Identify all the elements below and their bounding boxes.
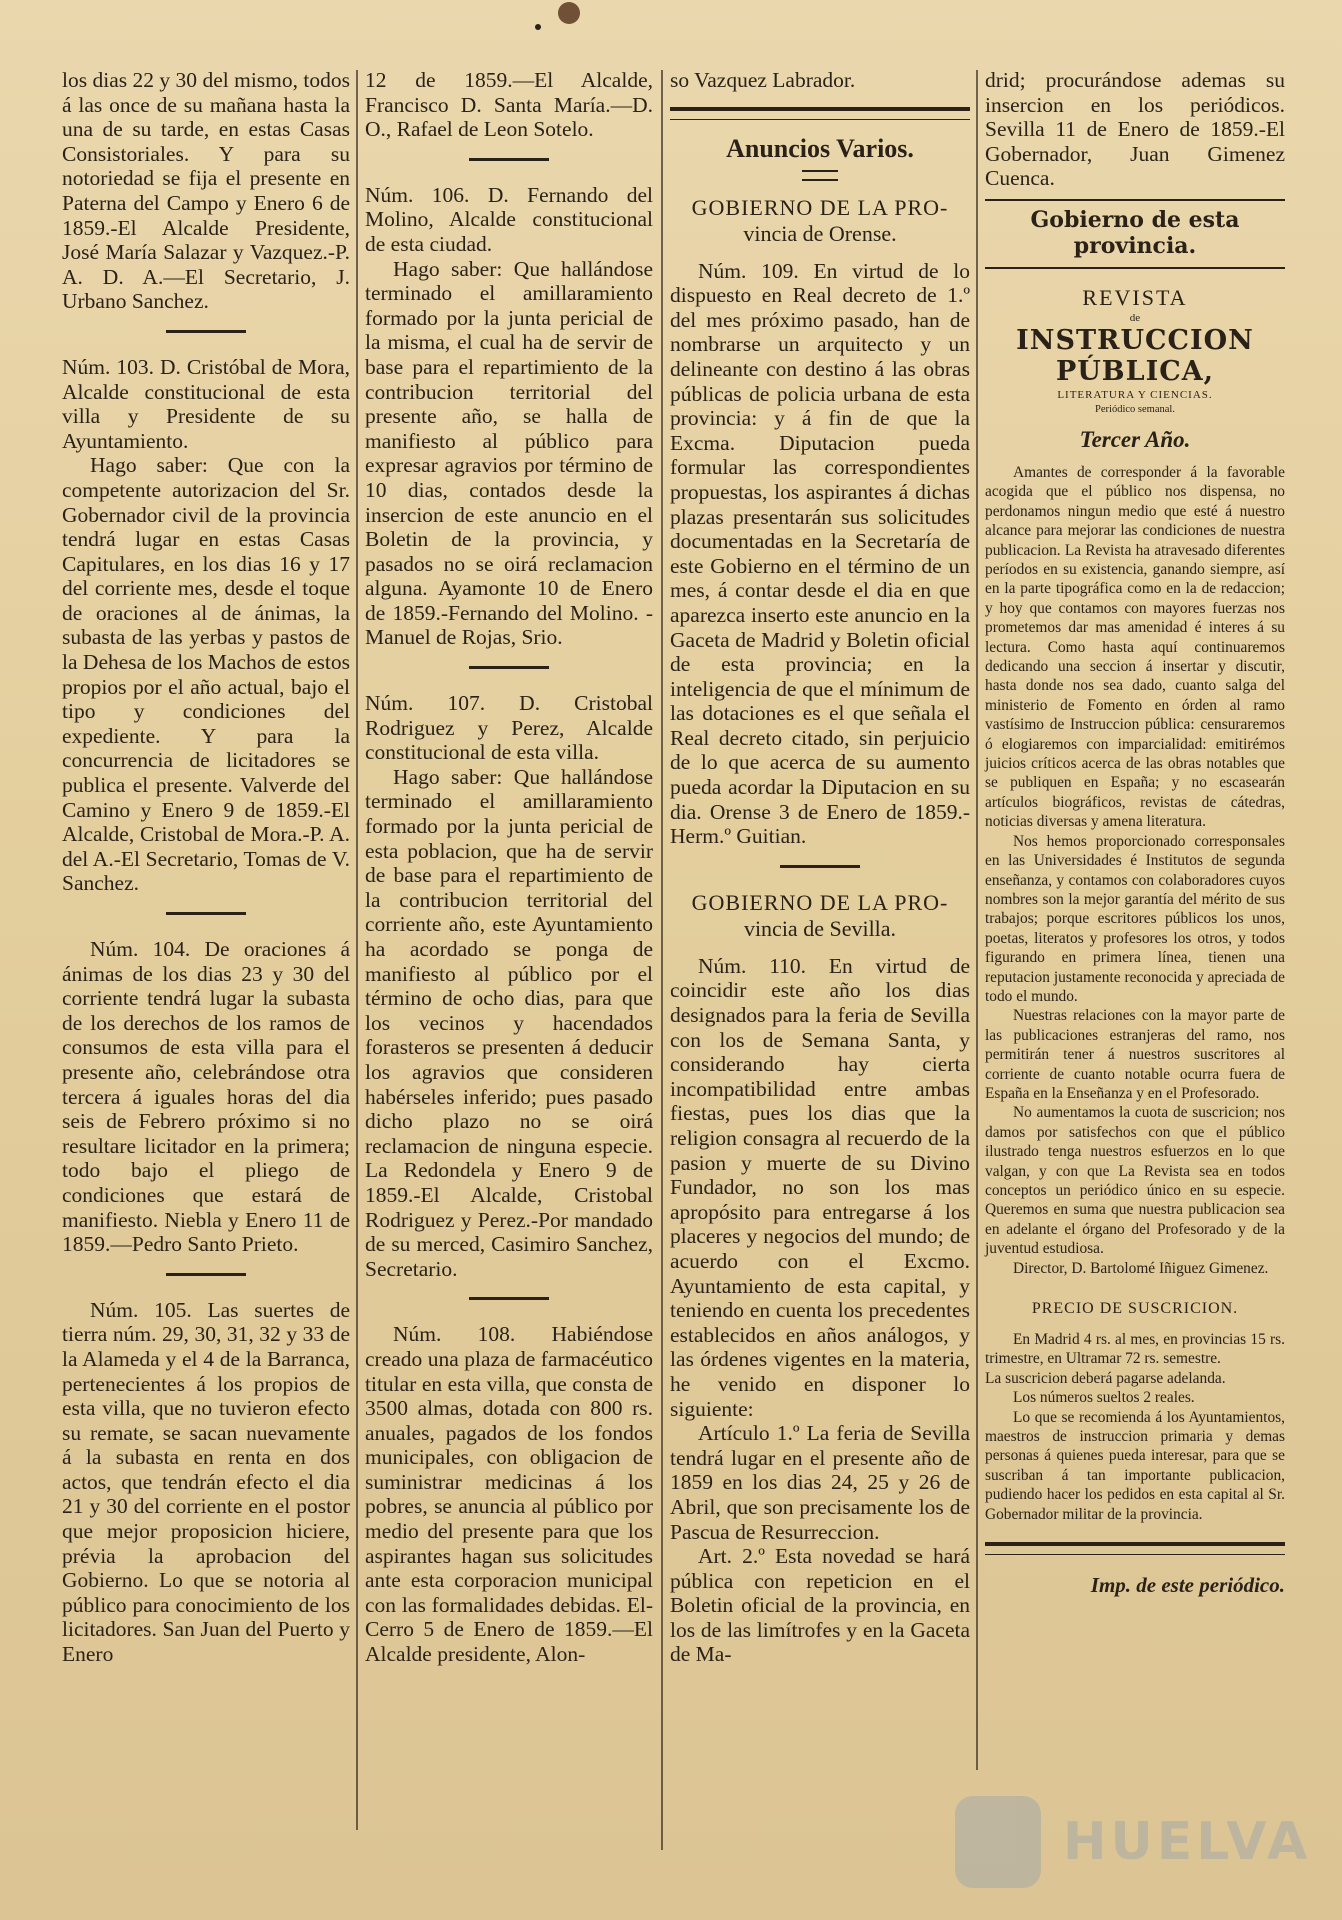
revista-de: de — [1129, 311, 1141, 324]
revista-periodicity: Periódico semanal. — [1095, 403, 1175, 415]
column-2 — [365, 68, 653, 1667]
notice-text: Hago saber: Que hallándose terminado el amillaramiento formado por la junta pericial de la misma, el cual ha de servir de base para el repartimiento de la contribucion territorial del presente año, se halla de manifiesto al público para expresar agravios por término de 10 dias, contados desde la insercion de este anuncio en el Boletin de la provincia, y pasados no se oirá reclamacion alguna. Ayamonte 10 de Enero de 1859.-Fernando del Molino. -Manuel de Rojas, Srio. — [365, 256, 653, 650]
separator — [469, 1297, 549, 1300]
separator — [166, 1273, 246, 1276]
separator — [166, 912, 246, 915]
notice-text: Núm. 104. De oraciones á ánimas de los dias 23 y 30 del corriente tendrá lugar la subasta de los derechos de los ramos de consumos de esta villa para el presente año, celebrándose otra tercera á iguales horas del dia seis de Febrero próximo si no resultare licitador en la primera; todo bajo el pliego de condiciones que estará de manifiesto. Niebla y Enero 11 de 1859.—Pedro Santo Prieto. — [62, 937, 350, 1257]
watermark-logo-icon — [955, 1796, 1041, 1888]
notice-text: 12 de 1859.—El Alcalde, Francisco D. Santa María.—D. O., Rafael de Leon Sotelo. — [365, 68, 653, 142]
revista-subtitle: LITERATURA Y CIENCIAS. — [1057, 388, 1213, 401]
gobierno-heading: GOBIERNO DE LA PRO- vincia de Orense. — [691, 194, 949, 246]
column-rule — [976, 70, 978, 1770]
notice-text: so Vazquez Labrador. — [670, 68, 856, 92]
separator — [469, 158, 549, 161]
imprint: Imp. de este periódico. — [1090, 1573, 1285, 1598]
column-4 — [985, 68, 1285, 1598]
double-rule — [985, 1542, 1285, 1555]
notice-text: drid; procurándose ademas su insercion en los periódicos. Sevilla 11 de Enero de 1859.-El Gobernador, Juan Gimenez Cuenca. — [985, 68, 1285, 191]
precio-heading: PRECIO DE SUSCRICION. — [1031, 1300, 1239, 1318]
notice-text: Núm. 109. En virtud de lo dispuesto en Real decreto de 1.º del mes próximo pasado, han de nombrarse un arquitecto y un delineante con destino á las obras públicas de policia urbana de esta provincia: y á fin de que la Excma. Diputacion pueda formular las correspondientes propuestas, los aspirantes á dichas plazas presentarán sus solicitudes documentadas en la Secretaría de este Gobierno en el término de un mes, á contar desde el dia en que aparezca inserto este anuncio en la Gaceta de Madrid y Boletin oficial de esta provincia; en la inteligencia de que el mínimum de las dotaciones es el que señala el Real decreto citado, sin perjuicio de lo que acerca de su aumento pueda acordar la Diputacion en su dia. Orense 3 de Enero de 1859.-Herm.º Guitian. — [670, 258, 970, 849]
separator — [780, 865, 860, 868]
section-heading: Anuncios Varios. — [726, 133, 914, 163]
column-3 — [670, 68, 970, 1667]
column-1 — [62, 68, 350, 1667]
revista-body: Amantes de corresponder á la favorable acogida que el público nos dispensa, no perdonamos ningun medio que esté á nuestro alcance para mejorar las condiciones de nuestra publicacion. La Revista ha atravesado diferentes períodos en su existencia, ganando siempre, así en la parte tipográfica como en la de redaccion; y hoy que contamos con mayores fuerzas nos prometemos dar mas amenidad é interes á su lectura. Como hasta aquí continuaremos dedicando una seccion á insertar y discutir, hasta donde nos sea dado, cuanto salga del ministerio de Fomento en órden al ramo vastísimo de Instruccion pública: censuraremos ó elogiaremos con imparcialidad: emitirémos juicios críticos acerca de las obras notables que se publiquen en España; y no escasearán artículos biográficos, revistas de cátedras, noticias diversas y amena literatura. Nos hemos proporcionado corresponsales en las Universidades é Institutos de segunda enseñanza, y contamos con colaboradores cuyos nombres son la mejor garantía del mérito de sus trabajos; porque escritores públicos los unos, poetas, literatos y profesores los otros, y todos figurando en primera línea, tienen una reputacion justamente reconocida y apreciada de todo el mundo. Nuestras relaciones con la mayor parte de las publicaciones estranjeras del ramo, nos permitirán tener á nuestros suscritores al corriente de cuanto notable ocurra fuera de España en la Enseñanza y en el Profesorado. No aumentamos la cuota de suscricion; nos damos por satisfechos con que el público ilustrado tenga nuestros esfuerzos en lo que valgan, y con que La Revista sea en todos conceptos un periódico único en su especie. Queremos en suma que nuestra publicacion sea en adelante el órgano del Profesorado y de la juventud estudiosa. Director, D. Bartolomé Iñiguez Gimenez. PRECIO DE SUSCRICION. En Madrid 4 rs. al mes, en provincias 15 rs. trimestre, en Ultramar 72 rs. semestre. La suscricion deberá pagarse adelanda. Los números sueltos 2 reales. Lo que se recomienda á los Ayuntamientos, maestros de instruccion primaria y demas personas á quienes pueda interesar, para que se suscriban á tan importante publicacion, pudiendo hacer los pedidos en esta capital al Sr. Gobernador militar de la provincia. — [985, 463, 1285, 1523]
library-watermark — [955, 1790, 1312, 1900]
notice-header: Núm. 106. D. Fernando del Molino, Alcalde constitucional de esta ciudad. — [365, 182, 653, 256]
notice-header: Núm. 107. D. Cristobal Rodriguez y Perez, Alcalde constitucional de esta villa. — [365, 691, 653, 765]
notice-text: Núm. 110. En virtud de coincidir este año los dias designados para la feria de Sevilla con los de Semana Santa, y considerando hay cierta incompatibilidad entre ambas fiestas, pues los dias que la religion consagra al recuerdo de la pasion y muerte de su Divino Fundador, no son los mas apropósito para entregarse á los placeres y negocios del mundo; de acuerdo con el Excmo. Ayuntamiento de esta capital, y teniendo en cuenta los precedentes establecidos en años análogos, y las órdenes vigentes en la materia, he venido en disponer lo siguiente: — [670, 953, 970, 1421]
gobierno-heading: GOBIERNO DE LA PRO- vincia de Sevilla. — [691, 889, 949, 941]
revista-year: Tercer Año. — [1079, 426, 1191, 452]
double-rule — [670, 107, 970, 120]
notice-text: Hago saber: Que hallándose terminado el amillaramiento formado por la junta pericial de esta poblacion, que ha de servir de base para el repartimiento de la contribucion territorial del corriente año, este Ayuntamiento ha acordado se ponga de manifiesto al público por el término de ocho dias, para que los vecinos y hacendados forasteros se presenten á deducir los agravios que consideren habérseles inferido; pues pasado dicho plazo no se oirá reclamacion de ninguna especie. La Redondela y Enero 9 de 1859.-El Alcalde, Cristobal Rodriguez y Perez.-Por mandado de su merced, Casimiro Sanchez, Secretario. — [365, 764, 653, 1281]
equals-ornament — [802, 170, 838, 181]
notice-text: Artículo 1.º La feria de Sevilla tendrá lugar en el presente año de 1859 en los dias 24, 25 y 26 de Abril, que son precisamente los de Pascua de Resurreccion. — [670, 1421, 970, 1544]
notice-text: Art. 2.º Esta novedad se hará pública con repeticion en el Boletin oficial de la provincia, en los de las limítrofes y en la Gaceta de Ma- — [670, 1544, 970, 1667]
revista-main-title: INSTRUCCION PÚBLICA, — [1016, 324, 1254, 387]
notice-header: Núm. 103. D. Cristóbal de Mora, Alcalde constitucional de esta villa y Presidente de su Ayuntamiento. — [62, 354, 350, 453]
gobierno-provincia-heading: Gobierno de esta provincia. — [985, 199, 1285, 269]
notice-text: Núm. 108. Habiéndose creado una plaza de farmacéutico titular en esta villa, que consta de 3500 almas, dotada con 800 rs. anuales, pagados de los fondos municipales, con obligacion de suministrar medicinas á los pobres, se anuncia al público por medio del presente para que los aspirantes hagan sus solicitudes ante esta corporacion municipal con las formalidades debidas. El-Cerro 5 de Enero de 1859.—El Alcalde presidente, Alon- — [365, 1322, 653, 1667]
notice-text: los dias 22 y 30 del mismo, todos á las once de su mañana hasta la una de su tarde, en estas Casas Consistoriales. Y para su notoriedad se fija el presente en Paterna del Campo y Enero 6 de 1859.-El Alcalde Presidente, José María Salazar y Vazquez.-P. A. D. A.—El Secretario, J. Urbano Sanchez. — [62, 68, 350, 314]
column-rule — [661, 70, 663, 1850]
separator — [166, 330, 246, 333]
notice-text: Hago saber: Que con la competente autorizacion del Sr. Gobernador civil de la provincia tendrá lugar en estas Casas Capitulares, en los dias 16 y 17 del corriente mes, desde el toque de oraciones al de ánimas, la subasta de las yerbas y pastos de la Dehesa de los Machos de estos propios por el año actual, bajo el tipo y condiciones del expediente. Y para la concurrencia de licitadores se publica el presente. Valverde del Camino y Enero 9 de 1859.-El Alcalde, Cristobal de Mora.-P. A. del A.-El Secretario, Tomas de V. Sanchez. — [62, 453, 350, 896]
watermark-text: HUELVA — [1063, 1812, 1312, 1872]
separator — [469, 666, 549, 669]
column-rule — [356, 70, 358, 1830]
ink-stain — [558, 2, 580, 24]
print-dot — [535, 24, 541, 30]
revista-title: REVISTA — [1082, 284, 1188, 310]
notice-text: Núm. 105. Las suertes de tierra núm. 29, 30, 31, 32 y 33 de la Alameda y el 4 de la Barranca, pertenecientes á los propios de esta villa, que no tuvieron efecto su remate, se sacan nuevamente á la subasta en renta en dos actos, que tendrán efecto el dia 21 y 30 del corriente en el postor que mejor proposicion hiciere, prévia la aprobacion del Gobierno. Lo que se notoria al público para conocimiento de los licitadores. San Juan del Puerto y Enero — [62, 1297, 350, 1667]
